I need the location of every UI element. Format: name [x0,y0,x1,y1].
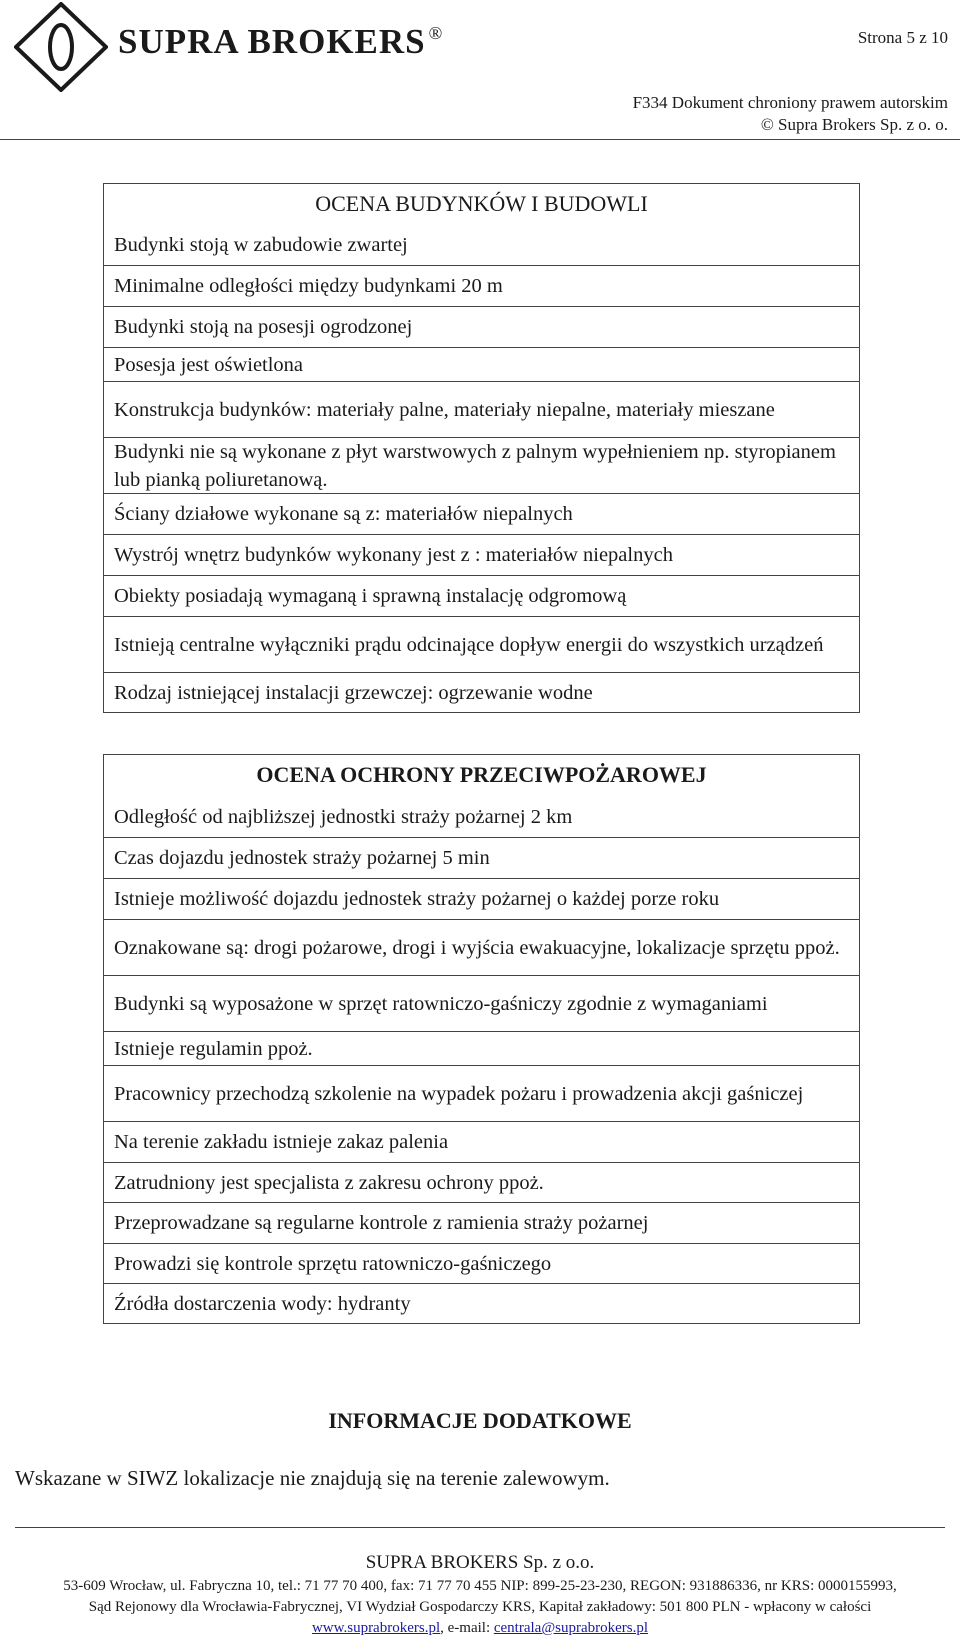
page-number: Strona 5 z 10 [857,28,948,47]
page-header [0,0,960,140]
registered-mark: ® [428,23,444,43]
footer-address: 53-609 Wrocław, ul. Fabryczna 10, tel.: 71 77 70 400, fax: 71 77 70 455 NIP: 899-25-23-230, REGON: 931886336, nr KRS: 0000155993, [63,1578,897,1594]
table-row: Ściany działowe wykonane są z: materiałów niepalnych [104,493,859,534]
table-row: Pracownicy przechodzą szkolenie na wypadek pożaru i prowadzenia akcji gaśniczej [104,1065,859,1121]
additional-info-text: Wskazane w SIWZ lokalizacje nie znajdują się na terenie zalewowym. [15,1466,610,1490]
fire-protection-title: OCENA OCHRONY PRZECIWPOŻAROWEJ [256,762,707,787]
fire-protection-table [103,754,860,1324]
table-row: Oznakowane są: drogi pożarowe, drogi i wyjścia ewakuacyjne, lokalizacje sprzętu ppoż. [104,919,859,975]
table-row: Istnieją centralne wyłączniki prądu odcinające dopływ energii do wszystkich urządzeń [104,616,859,672]
email-link[interactable]: centrala@suprabrokers.pl [493,1620,649,1636]
table-row: Czas dojazdu jednostek straży pożarnej 5 min [104,837,859,878]
table-row: Zatrudniony jest specjalista z zakresu ochrony ppoż. [104,1162,859,1202]
table-row: Posesja jest oświetlona [104,347,859,381]
table-row: Na terenie zakładu istnieje zakaz palenia [104,1121,859,1162]
copyright-line-2: © Supra Brokers Sp. z o. o. [760,115,948,134]
additional-info-heading: INFORMACJE DODATKOWE [328,1408,632,1433]
email-label: , e-mail: [440,1620,494,1636]
footer-contact [0,1620,960,1637]
table-row: Odległość od najbliższej jednostki straży pożarnej 2 km [114,805,573,828]
copyright-line-1: F334 Dokument chroniony prawem autorskim [632,93,948,112]
footer-divider [15,1527,945,1528]
header-divider [0,139,960,140]
table-row: Istnieje regulamin ppoż. [104,1031,859,1065]
table-row: Źródła dostarczenia wody: hydranty [104,1283,859,1323]
table-row: Wystrój wnętrz budynków wykonany jest z : materiałów niepalnych [104,534,859,575]
table-row: Obiekty posiadają wymaganą i sprawną instalację odgromową [104,575,859,616]
footer-registry: Sąd Rejonowy dla Wrocławia-Fabrycznej, VI Wydział Gospodarczy KRS, Kapitał zakładowy: 501 800 PLN - wpłacony w całości [88,1599,872,1615]
table-row: Przeprowadzane są regularne kontrole z ramienia straży pożarnej [104,1202,859,1243]
building-assessment-table [103,183,860,713]
table-row: Rodzaj istniejącej instalacji grzewczej: ogrzewanie wodne [104,672,859,712]
building-assessment-title: OCENA BUDYNKÓW I BUDOWLI [315,191,648,216]
copyright-notice [633,92,948,136]
table-row: Konstrukcja budynków: materiały palne, materiały niepalne, materiały mieszane [104,381,859,437]
table-row: Budynki stoją w zabudowie zwartej [114,233,408,256]
supra-brokers-logo-icon [14,2,108,92]
website-link[interactable]: www.suprabrokers.pl [311,1620,441,1636]
table-row: Budynki nie są wykonane z płyt warstwowych z palnym wypełnieniem np. styropianem lub pianką poliuretanową. [104,437,859,493]
table-row: Istnieje możliwość dojazdu jednostek straży pożarnej o każdej porze roku [104,878,859,919]
table-row: Budynki są wyposażone w sprzęt ratowniczo-gaśniczy zgodnie z wymaganiami [104,975,859,1031]
table-row: Budynki stoją na posesji ogrodzonej [104,306,859,347]
table-row: Minimalne odległości między budynkami 20 m [104,265,859,306]
brand-name: SUPRA BROKERS ® [118,22,444,61]
table-row: Prowadzi się kontrole sprzętu ratowniczo-gaśniczego [104,1243,859,1283]
footer-company-name: SUPRA BROKERS Sp. z o.o. [365,1552,595,1573]
